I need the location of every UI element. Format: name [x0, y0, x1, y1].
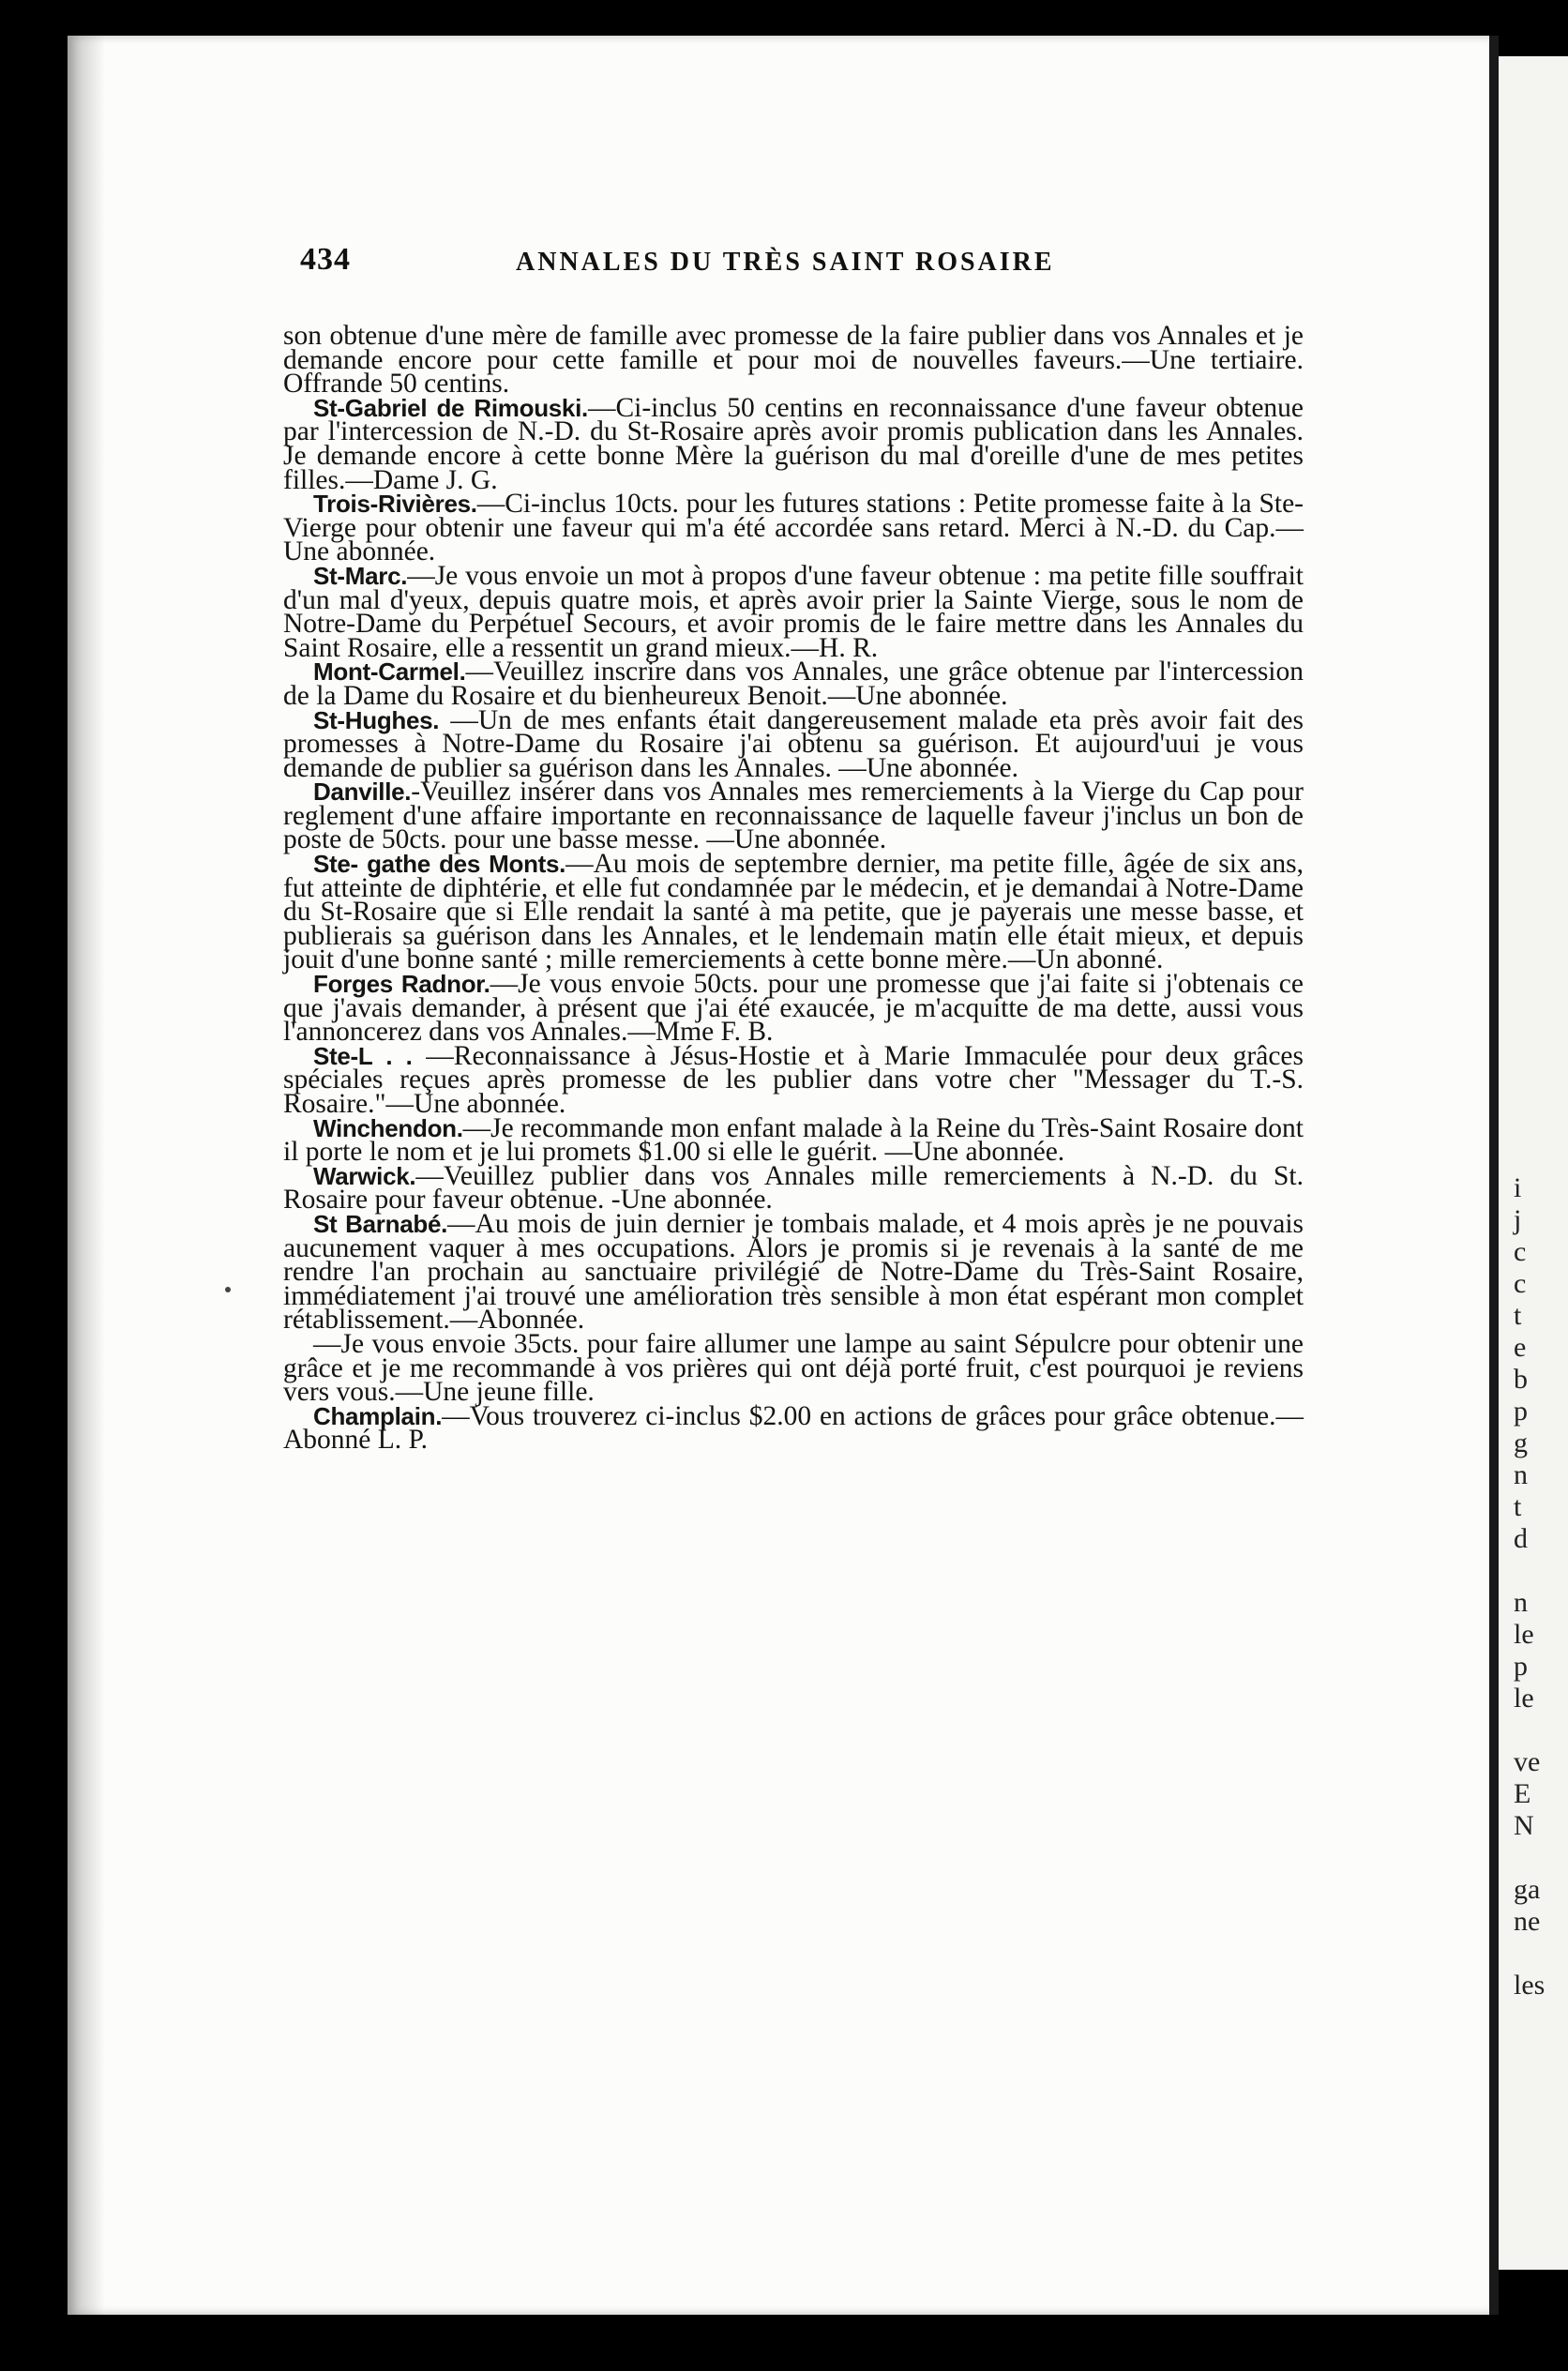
facing-page-fragment: n — [1514, 1587, 1528, 1618]
place-name: Mont-Carmel. — [313, 657, 466, 687]
entry-text: —Veuillez inscrire dans vos Annales, une grâce obtenue par l'intercession de la Dame du Rosaire et du bienheureux Benoit.—Une abonnée. — [283, 657, 1304, 711]
facing-page-fragment: p — [1514, 1651, 1528, 1682]
facing-page-fragment: n — [1514, 1459, 1528, 1490]
place-name: Winchendon. — [313, 1113, 463, 1142]
facing-page-fragment: c — [1514, 1236, 1527, 1267]
entry-paragraph — [283, 704, 1304, 783]
place-name: Champlain. — [313, 1401, 443, 1430]
facing-page-fragment: t — [1514, 1300, 1522, 1331]
facing-page-fragment: les — [1514, 1970, 1545, 2001]
facing-page-fragment: ne — [1514, 1906, 1541, 1937]
entry-paragraph — [283, 657, 1304, 711]
facing-page-fragment — [1514, 1555, 1568, 1587]
facing-page-fragment: b — [1514, 1364, 1528, 1395]
facing-page-fragment: e — [1514, 1332, 1527, 1363]
facing-page-fragment: E — [1514, 1778, 1531, 1809]
ink-speck — [225, 1287, 231, 1292]
entry-text: —Je vous envoie 35cts. pour faire allumer une lampe au saint Sépulcre pour obtenir une grâce et je me recommande à vos prières qui ont déjà porté fruit, c'est pourquoi je reviens vers vous.—Une jeune fille. — [283, 1328, 1304, 1408]
place-name: Forges Radnor. — [313, 970, 490, 999]
entry-text: —Je vous envoie un mot à propos d'une faveur obtenue : ma petite fille souffrait d'un mal d'yeux, depuis quatre mois, et après avoir prier la Sainte Vierge, sous le nom de Notre-Dame du Perpétuel Secours, et avoir promis de le faire mettre dans les Annales du Saint Rosaire, elle a ressentit un grand mieux.—H. R. — [283, 560, 1304, 663]
facing-page-fragment: p — [1514, 1396, 1528, 1427]
entry-paragraph — [283, 1208, 1304, 1336]
facing-page-fragment — [1514, 1842, 1568, 1874]
facing-page-fragment — [1514, 1938, 1568, 1970]
entry-text: —Reconnaissance à Jésus-Hostie et à Marie Immaculée pour deux grâces spéciales reçues après promesse de les publier dans votre cher "Messager du T.-S. Rosaire."—Une abonnée. — [283, 1040, 1304, 1119]
entry-paragraph — [283, 969, 1304, 1048]
entry-paragraph — [283, 489, 1304, 567]
entry-paragraph — [283, 1328, 1304, 1408]
place-name: St-Hughes. — [313, 705, 440, 734]
entry-paragraph — [283, 321, 1304, 400]
entry-text: —Je recommande mon enfant malade à la Reine du Très-Saint Rosaire dont il porte le nom et je lui promets $1.00 si elle le guérit. —Une abonnée. — [283, 1112, 1304, 1168]
place-name: Ste-L . . — [313, 1041, 413, 1070]
entry-paragraph — [283, 849, 1304, 975]
entry-paragraph — [283, 1040, 1304, 1119]
entry-text: —Un de mes enfants était dangereusement malade eta près avoir fait des promesses à Notre-Dame du Rosaire j'ai obtenu sa guérison. Et aujourd'uui je vous demande de publier sa guérison dans les Annales. —Une abonnée. — [283, 704, 1304, 783]
place-name: Ste- gathe des Monts. — [313, 850, 566, 879]
gutter-shadow — [68, 36, 105, 2315]
place-name: Trois-Rivières. — [313, 490, 477, 519]
place-name: St-Marc. — [313, 561, 408, 590]
facing-page-fragment: t — [1514, 1491, 1522, 1522]
entry-text: —Au mois de juin dernier je tombais malade, et 4 mois après je ne pouvais aucunement vaquer à mes occupations. Alors je promis si je revenais à la santé de me rendre l'an prochain au sanctuaire privilégié de Notre-Dame du Très-Saint Rosaire, immédiatement j'ai trouvé une amélioration très sensible à mon état espérant mon complet rétablissement.—Abonnée. — [283, 1208, 1304, 1336]
facing-page-text-fragments — [1514, 1172, 1568, 2001]
place-name: Danville. — [313, 778, 412, 807]
entry-text: —Ci-inclus 50 centins en reconnaissance d'une faveur obtenue par l'intercession de N.-D. du St-Rosaire après avoir promis publication dans les Annales. Je demande encore à cette bonne Mère la guérison du mal d'oreille d'une de mes petites filles.—Dame J. G. — [283, 392, 1304, 495]
entry-text: —Au mois de septembre dernier, ma petite fille, âgée de six ans, fut atteinte de diphtérie, et elle fut condamnée par le médecin, et je demandai à Notre-Dame du St-Rosaire que si Elle rendait la santé à ma petite, que je payerais une messe basse, et publierais sa guérison dans les Annales, et le lendemain matin elle était mieux, et depuis jouit d'une bonne santé ; mille remerciements à cette bonne mère.—Un abonné. — [283, 849, 1304, 975]
entry-text: son obtenue d'une mère de famille avec promesse de la faire publier dans vos Annales et je demande encore pour cette famille et pour moi de nouvelles faveurs.—Une tertiaire. Offrande 50 centins. — [283, 321, 1304, 400]
entry-text: —Je vous envoie 50cts. pour une promesse que j'ai faite si j'obtenais ce que j'avais demander, à présent que j'ai été exaucée, je m'acquitte de ma dette, aussi vous l'annoncerez dans vos Annales.—Mme F. B. — [283, 969, 1304, 1048]
book-spine — [1489, 36, 1499, 2315]
entry-text: —Veuillez publier dans vos Annales mille remerciements à N.-D. du St. Rosaire pour faveur obtenue. -Une abonnée. — [283, 1160, 1304, 1216]
facing-page-fragment: g — [1514, 1427, 1528, 1458]
entry-text: -Veuillez insérer dans vos Annales mes remerciements à la Vierge du Cap pour reglement d'une affaire importante en reconnaissance de laquelle faveur j'inclus un bon de poste de 50cts. pour une basse messe. —Une abonnée. — [283, 777, 1304, 855]
facing-page-fragment: ga — [1514, 1874, 1541, 1905]
facing-page-fragment: i — [1514, 1172, 1522, 1203]
facing-page-fragment: le — [1514, 1619, 1534, 1650]
entry-paragraph — [283, 392, 1304, 495]
entry-paragraph — [283, 1112, 1304, 1168]
place-name: St-Gabriel de Rimouski. — [313, 393, 588, 422]
article-body — [283, 321, 1304, 1456]
place-name: Warwick. — [313, 1161, 416, 1190]
facing-page-fragment: c — [1514, 1268, 1527, 1299]
page-header — [300, 242, 1144, 289]
facing-page-fragment: N — [1514, 1810, 1534, 1841]
entry-paragraph — [283, 1400, 1304, 1456]
place-name: St Barnabé. — [313, 1209, 448, 1238]
facing-page-fragment: d — [1514, 1523, 1528, 1554]
entry-paragraph — [283, 560, 1304, 663]
facing-page-fragment — [1514, 1714, 1568, 1746]
entry-text: —Vous trouverez ci-inclus $2.00 en actions de grâces pour grâce obtenue.—Abonné L. P. — [283, 1400, 1304, 1456]
page-number: 434 — [300, 242, 351, 277]
facing-page-fragment: ve — [1514, 1746, 1541, 1777]
facing-page-fragment: j — [1514, 1204, 1522, 1235]
entry-paragraph — [283, 1160, 1304, 1216]
running-title: ANNALES DU TRÈS SAINT ROSAIRE — [516, 248, 1055, 277]
facing-page-fragment: le — [1514, 1683, 1534, 1714]
entry-text: —Ci-inclus 10cts. pour les futures stations : Petite promesse faite à la Ste-Vierge pour obtenir une faveur qui m'a été accordée sans retard. Merci à N.-D. du Cap.—Une abonnée. — [283, 489, 1304, 567]
entry-paragraph — [283, 777, 1304, 855]
